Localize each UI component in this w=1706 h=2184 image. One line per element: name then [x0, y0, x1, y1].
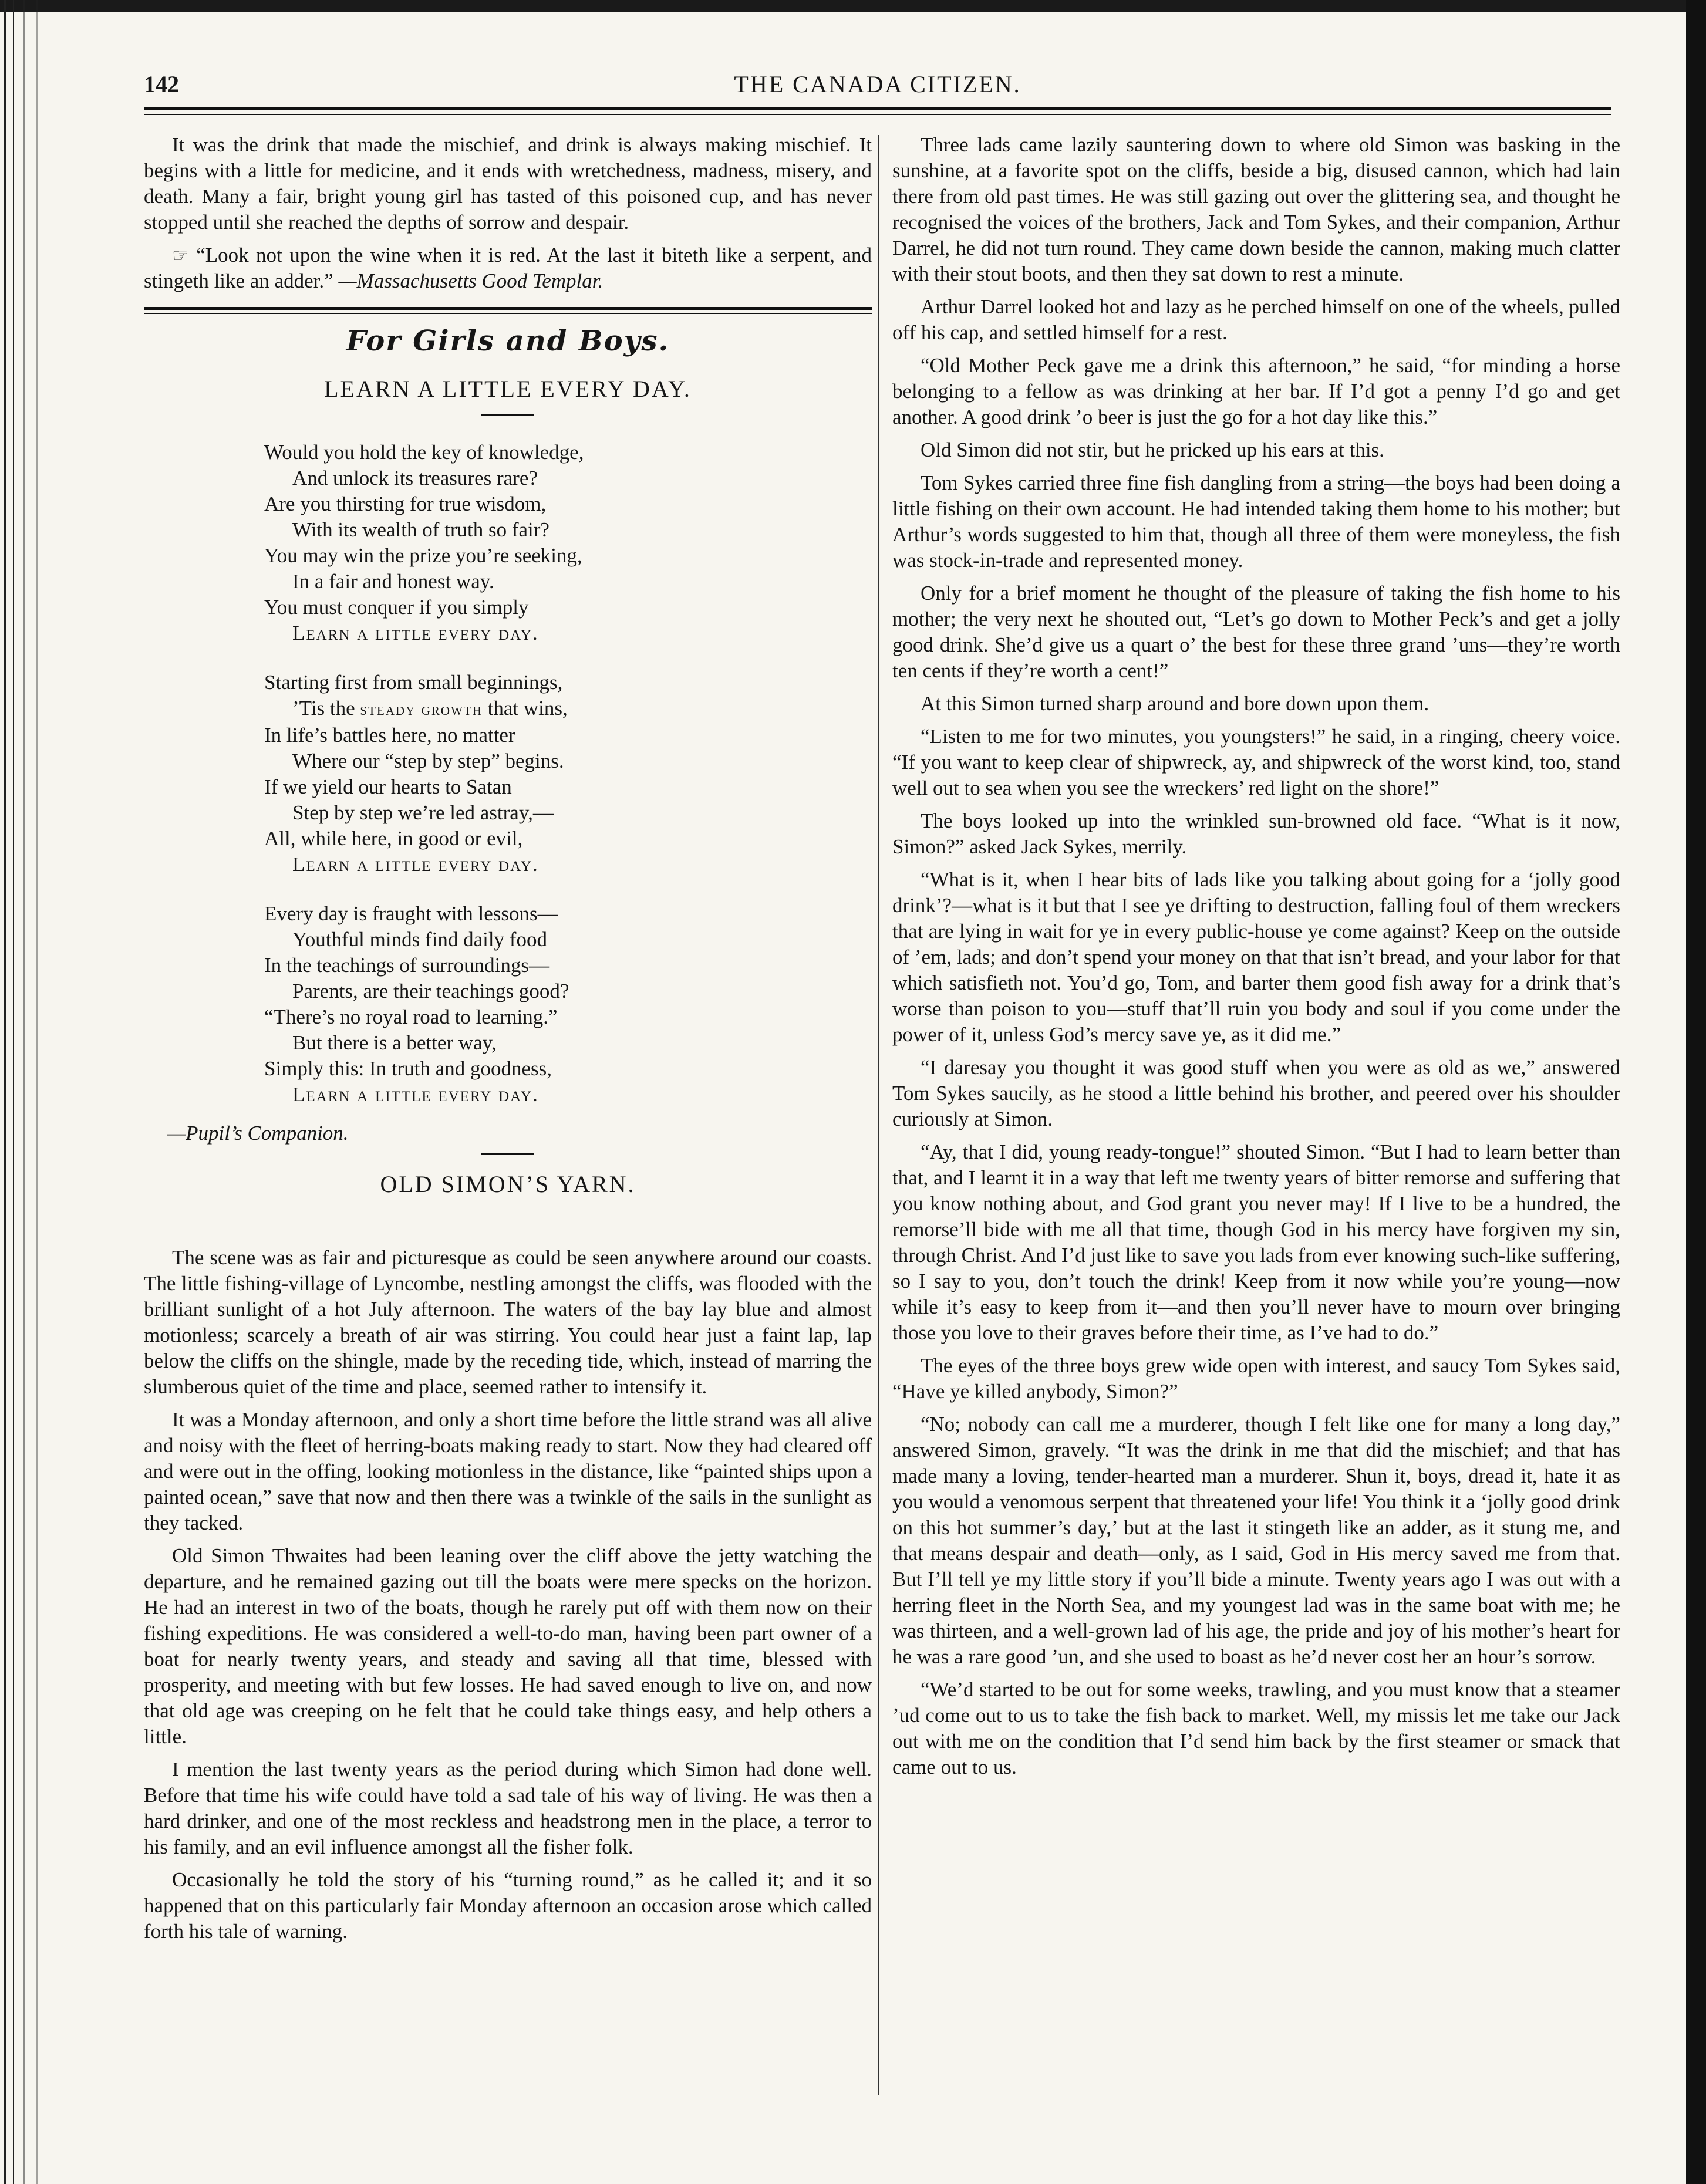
section-rule	[144, 307, 872, 314]
story-paragraph: The eyes of the three boys grew wide open with interest, and saucy Tom Sykes said, “Have ye killed anybody, Simon?”	[892, 1354, 1620, 1403]
poem-credit: —Pupil’s Companion.	[167, 1122, 349, 1145]
poem-refrain: Learn a little every day.	[292, 622, 539, 644]
story-paragraph: Old Simon Thwaites had been leaning over the cliff above the jetty watching the departure, and he remained gazing out till the boats were mere specks on the horizon. He had an interest in two of the boats, though he rarely put off with them now on their fishing expeditions. He was considered a well-to-do man, having been part owner of a boat for nearly twenty years, and steady and saving all that time, blessed with prosperity, and meeting with but few losses. He had saved enough to live on, and now that old age was creeping on he felt that he could take things easy, and help others a little.	[144, 1544, 872, 1748]
story-paragraph: The scene was as fair and picturesque as could be seen anywhere around our coasts. The little fishing-village of Lyncombe, nestling amongst the cliffs, was flooded with the brilliant sunlight of a hot July afternoon. The waters of the bay lay blue and almost motionless; scarcely a breath of air was stirring. You could hear just a faint lap, lap below the cliffs on the shingle, made by the receding tide, which, instead of marring the slumberous quiet of the time and place, seemed rather to intensify it.	[144, 1246, 872, 1398]
poem-line: Step by step we’re led astray,—	[292, 801, 554, 824]
poem-line: All, while here, in good or evil,	[264, 827, 523, 850]
binding-line	[23, 0, 25, 2184]
pointing-hand-icon: ☞	[172, 245, 189, 266]
poem-line: You may win the prize you’re seeking,	[264, 544, 582, 567]
right-column	[892, 132, 1620, 1787]
poem-line: Every day is fraught with lessons—	[264, 902, 558, 925]
scan-right-border	[1686, 0, 1706, 2184]
quote-paragraph	[144, 242, 872, 294]
poem-line: Starting first from small beginnings,	[264, 671, 563, 694]
poem-line: Are you thirsting for true wisdom,	[264, 492, 547, 515]
poem-line-part: ’Tis the	[292, 697, 360, 720]
story-paragraph: Tom Sykes carried three fine fish dangling from a string—the boys had been doing a little fishing on their own account. He had intended taking them home to his mother; but Arthur’s words suggested to him that, though all three of them were moneyless, the fish was stock-in-trade and represented money.	[892, 471, 1620, 572]
poem-line: Would you hold the key of knowledge,	[264, 441, 584, 464]
poem-line: Parents, are their teachings good?	[292, 980, 569, 1002]
poem-line: Where our “step by step” begins.	[292, 750, 564, 772]
poem-line: In life’s battles here, no matter	[264, 724, 515, 747]
poem-line: Simply this: In truth and goodness,	[264, 1057, 552, 1080]
binding-edge	[0, 0, 53, 2184]
poem	[264, 440, 872, 1108]
column-divider	[878, 135, 879, 2095]
binding-line	[36, 0, 38, 2184]
section-title: For Girls and Boys.	[346, 325, 670, 357]
poem-refrain: Learn a little every day.	[292, 853, 539, 876]
story-paragraph: “Listen to me for two minutes, you youngsters!” he said, in a ringing, cheery voice. “If you want to keep clear of shipwreck, ay, and shipwreck of the worst kind, too, stand well out to sea when you see the wreckers’ red light on the shore!”	[892, 725, 1620, 799]
binding-line	[13, 0, 14, 2184]
story-paragraph: “I daresay you thought it was good stuff when you were as old as we,” answered Tom Sykes saucily, as he stood a little behind his brother, and peered over his shoulder curiously at Simon.	[892, 1056, 1620, 1130]
quote-text: “Look not upon the wine when it is red. At the last it biteth like a serpent, and stingeth like an adder.”	[144, 244, 872, 292]
poem-line	[264, 696, 872, 723]
story-paragraph: Three lads came lazily sauntering down to where old Simon was basking in the sunshine, at a favorite spot on the cliffs, beside a big, disused cannon, which had lain there from old past times. He was still gazing out over the glittering sea, and thought he recognised the voices of the brothers, Jack and Tom Sykes, and their companion, Arthur Darrel, he did not turn round. They came down beside the cannon, making much clatter with their stout boots, and then they sat down to rest a minute.	[892, 133, 1620, 285]
story-paragraph: “Ay, that I did, young ready-tongue!” shouted Simon. “But I had to learn better than that, and I learnt it in a way that left me twenty years of bitter remorse and suffering that you know nothing about, and God grant you never may! If I live to be a hundred, the remorse’ll bide with me all that time, though God in his mercy have forgiven my sin, through Christ. And I’d just like to save you lads from ever knowing such-like suffering, so I say to you, don’t touch the drink! Keep from it now while you’re young—now while it’s easy to keep from it—and then you’ll never have to mourn over bringing those you love to their graves before their time, as I’ve had to do.”	[892, 1140, 1620, 1344]
story-paragraph: Old Simon did not stir, but he pricked up his ears at this.	[921, 438, 1384, 461]
binding-line	[4, 0, 6, 2184]
running-title: THE CANADA CITIZEN.	[734, 71, 1021, 97]
poem-stanza	[264, 440, 872, 646]
poem-line-part: that wins,	[482, 697, 568, 720]
story-paragraph: “Old Mother Peck gave me a drink this afternoon,” he said, “for minding a horse belonging to a fellow as was drinking at her bar. If I’d got a penny I’d go and get another. A good drink ’o beer is just the go for a hot day like this.”	[892, 354, 1620, 428]
poem-line: You must conquer if you simply	[264, 596, 529, 619]
title-rule	[481, 1153, 534, 1155]
header-rule	[144, 107, 1611, 115]
scan-top-border	[0, 0, 1706, 12]
poem-line: In the teachings of surroundings—	[264, 954, 550, 977]
story-paragraph: At this Simon turned sharp around and bore down upon them.	[921, 692, 1429, 715]
poem-line: If we yield our hearts to Satan	[264, 775, 512, 798]
poem-stanza	[264, 670, 872, 877]
poem-line: But there is a better way,	[292, 1031, 497, 1054]
story-paragraph: “We’d started to be out for some weeks, trawling, and you must know that a steamer ’ud come out to us to take the fish back to market. Well, my missis let me take our Jack out with me on the condition that I’d send him back by the first steamer or smack that came out to us.	[892, 1678, 1620, 1778]
left-column	[144, 132, 872, 1952]
story-paragraph: It was a Monday afternoon, and only a short time before the little strand was all alive and noisy with the fleet of herring-boats making ready to start. Now they had cleared off and were out in the offing, looking motionless in the distance, like “painted ships upon a painted ocean,” save that now and then there was a twinkle of the sails in the sunlight as they tacked.	[144, 1408, 872, 1534]
poem-refrain: Learn a little every day.	[292, 1083, 539, 1106]
poem-line: In a fair and honest way.	[292, 570, 494, 593]
title-rule	[481, 414, 534, 416]
poem-line: With its wealth of truth so fair?	[292, 518, 549, 541]
story-paragraph: Occasionally he told the story of his “turning round,” as he called it; and it so happened that on this particularly fair Monday afternoon an occasion arose which called forth his tale of warning.	[144, 1868, 872, 1943]
poem-line: And unlock its treasures rare?	[292, 467, 538, 490]
quote-source: —Massachusetts Good Templar.	[338, 269, 603, 292]
page-number: 142	[144, 71, 179, 97]
story-title: OLD SIMON’S YARN.	[380, 1171, 636, 1197]
story-paragraph: “What is it, when I hear bits of lads like you talking about going for a ‘jolly good drink’?—what is it but that I see ye drifting to destruction, falling foul of them wreckers that are lying in wait for ye in every public-house ye come against? Keep on the outside of ’em, lads; and don’t spend your money on that that isn’t bread, and your labor for that which satisfieth not. You’d go, Tom, and barter them good fish away for a drink that’s worse than poison to you—stuff that’ll ruin you body and soul if you come under the power of it, unless God’s mercy save ye, as it did me.”	[892, 868, 1620, 1046]
poem-line: Youthful minds find daily food	[292, 928, 547, 951]
page-header	[144, 70, 1611, 106]
story-paragraph: The boys looked up into the wrinkled sun-browned old face. “What is it now, Simon?” asked Jack Sykes, merrily.	[892, 809, 1620, 858]
poem-line: “There’s no royal road to learning.”	[264, 1005, 558, 1028]
poem-stanza	[264, 901, 872, 1108]
story-paragraph: Only for a brief moment he thought of the pleasure of taking the fish home to his mother; the very next he shouted out, “Let’s go down to Mother Peck’s and get a jolly good drink. She’d give us a quart o’ the best for these three grand ’uns—they’re worth ten cents if they’re worth a cent!”	[892, 582, 1620, 682]
story-paragraph: Arthur Darrel looked hot and lazy as he perched himself on one of the wheels, pulled off his cap, and settled himself for a rest.	[892, 295, 1620, 344]
intro-paragraph: It was the drink that made the mischief, and drink is always making mischief. It begins with a little for medicine, and it ends with wretchedness, madness, misery, and death. Many a fair, bright young girl has tasted of this poisoned cup, and has never stopped until she reached the depths of sorrow and despair.	[144, 133, 872, 234]
poem-title: LEARN A LITTLE EVERY DAY.	[324, 376, 692, 402]
story-paragraph: I mention the last twenty years as the period during which Simon had done well. Before that time his wife could have told a sad tale of his way of living. He was then a hard drinker, and one of the most reckless and headstrong men in the place, a terror to his family, and an evil influence amongst all the fisher folk.	[144, 1758, 872, 1858]
story-paragraph: “No; nobody can call me a murderer, though I felt like one for many a long day,” answered Simon, gravely. “It was the drink in me that did the mischief; and that has made many a loving, tender-hearted man a murderer. Shun it, boys, dread it, hate it as you would a venomous serpent that threatened your life! You think it a ‘jolly good drink on this hot summer’s day,’ but at the last it stingeth like an adder, as it stung me, and that means despair and death—only, as I said, God in His mercy saved me from that. But I’ll tell ye my little story if you’ll bide a minute. Twenty years ago I was out with a herring fleet in the North Sea, and my youngest lad was in the same boat with me; he was thirteen, and a well-grown lad of his age, the pride and joy of his mother’s heart for he was a rare good ’un, and she used to boast as he’d never cost her an hour’s sorrow.	[892, 1413, 1620, 1668]
poem-emphasis: steady growth	[360, 700, 483, 719]
